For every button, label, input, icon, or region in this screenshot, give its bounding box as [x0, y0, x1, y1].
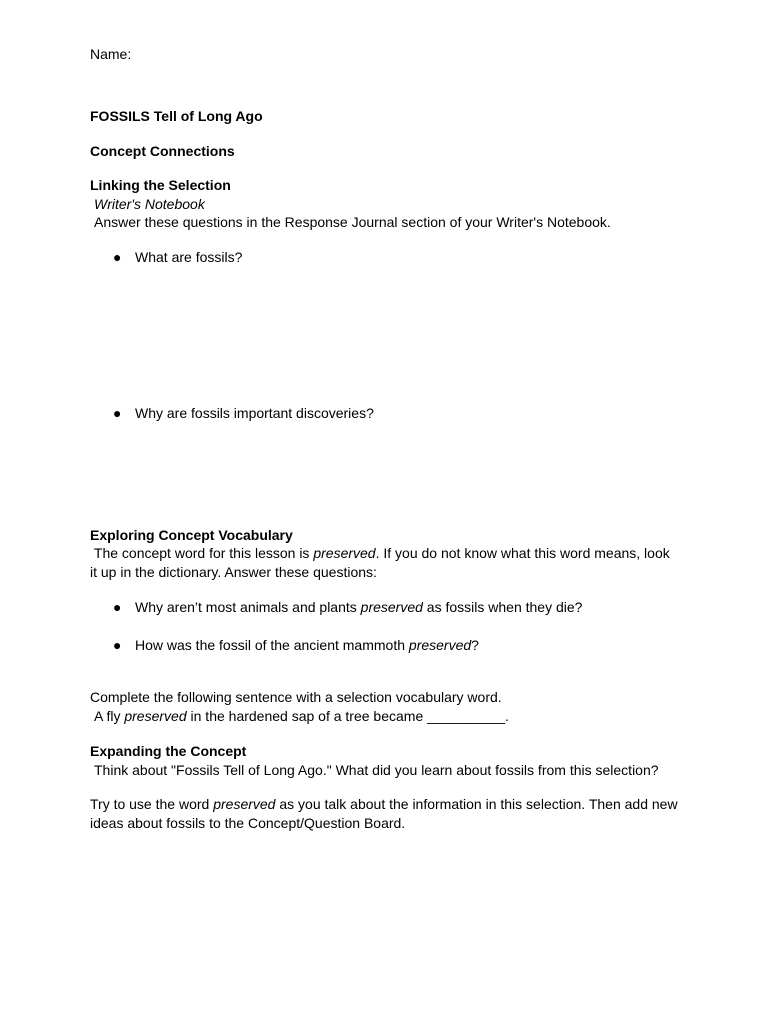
question-text: What are fossils? — [135, 249, 243, 265]
expanding-heading: Expanding the Concept — [90, 743, 247, 759]
question-why-arent-preserved: ● Why aren’t most animals and plants preserved as fossils when they die? — [113, 599, 583, 615]
linking-selection-heading: Linking the Selection — [90, 177, 231, 193]
bullet-icon: ● — [113, 637, 122, 653]
vocabulary-heading: Exploring Concept Vocabulary — [90, 527, 293, 543]
vocab-word: preserved — [360, 599, 423, 615]
question-what-are-fossils — [113, 248, 242, 267]
page-title: FOSSILS Tell of Long Ago — [90, 108, 263, 124]
question-text: Why are fossils important discoveries? — [135, 405, 374, 421]
expanding-prompt: Think about "Fossils Tell of Long Ago." What did you learn about fossils from this selection? — [94, 762, 659, 778]
question-why-important — [113, 404, 374, 423]
vocab-word: preserved — [124, 708, 187, 724]
concept-connections-heading: Concept Connections — [90, 143, 235, 159]
vocabulary-intro: The concept word for this lesson is preserved. If you do not know what this word means, look it up in the dictionary. Answer these questions: — [90, 545, 670, 580]
bullet-icon: ● — [113, 405, 122, 421]
try-to-use-paragraph: Try to use the word preserved as you talk about the information in this selection. Then add new ideas about fossils to the Concept/Question Board. — [90, 796, 678, 831]
name-label: Name: — [90, 46, 132, 62]
writers-notebook-subheading: Writer's Notebook — [94, 196, 205, 212]
vocab-word: preserved — [408, 637, 472, 653]
complete-sentence-instruction: Complete the following sentence with a selection vocabulary word. — [90, 689, 502, 705]
vocab-word: preserved — [313, 545, 376, 561]
vocab-word: preserved — [213, 796, 276, 812]
fill-in-sentence: A fly preserved in the hardened sap of a tree became __________. — [94, 708, 509, 724]
bullet-icon: ● — [113, 249, 122, 265]
question-mammoth-preserved: ● How was the fossil of the ancient mammoth preserved? — [113, 637, 479, 653]
bullet-icon: ● — [113, 599, 122, 615]
linking-instructions: Answer these questions in the Response Journal section of your Writer's Notebook. — [94, 214, 611, 230]
